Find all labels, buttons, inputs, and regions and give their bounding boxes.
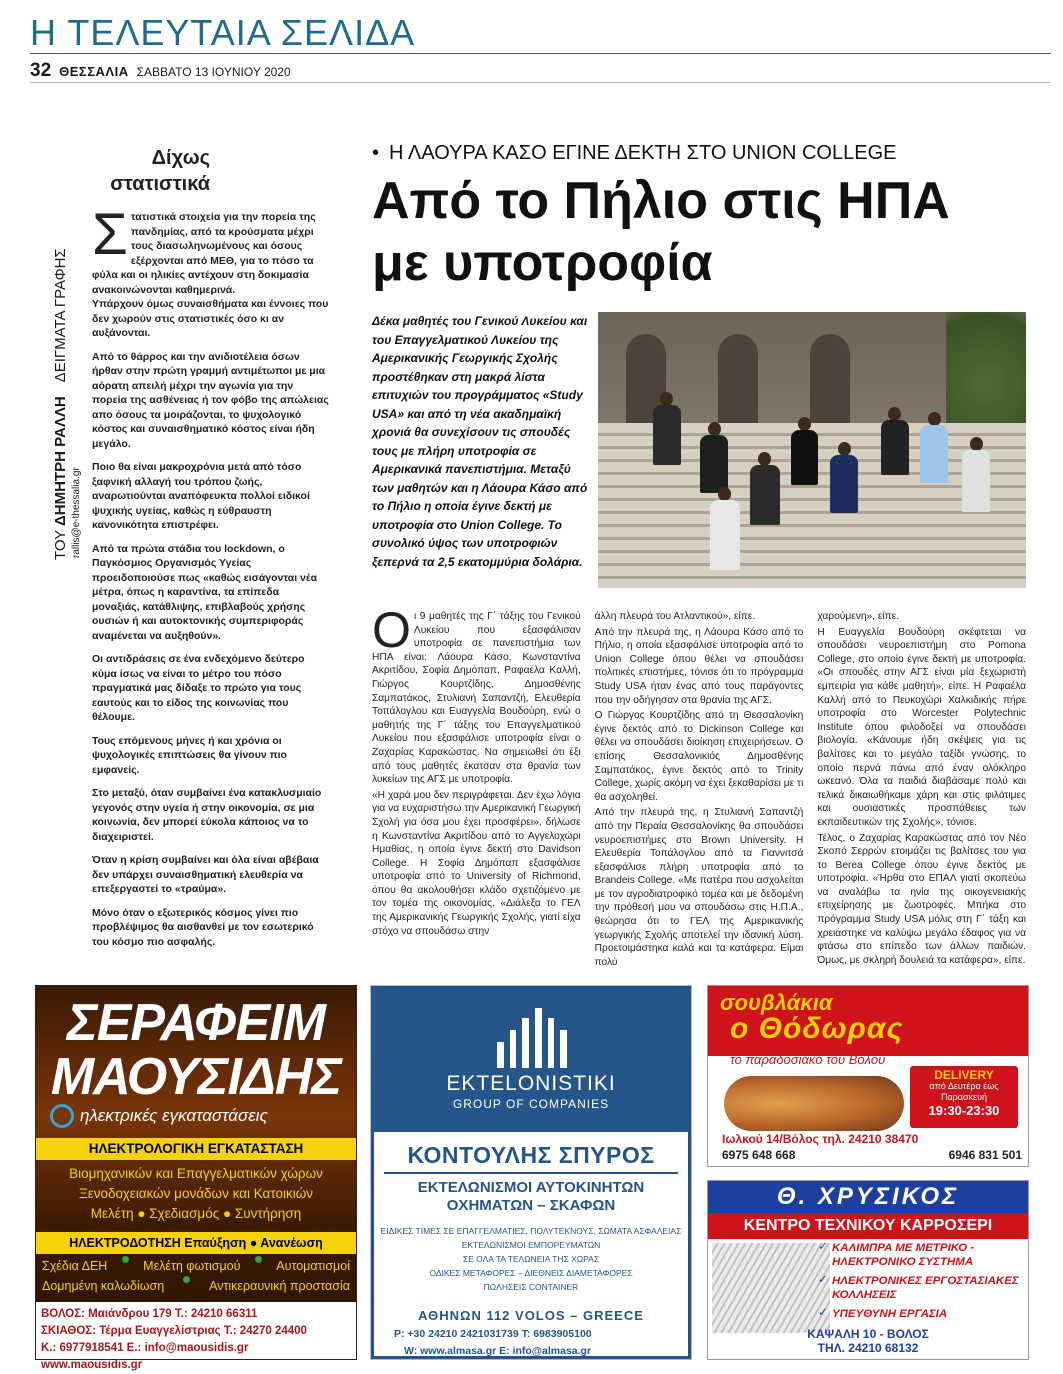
delivery-box	[910, 1066, 1018, 1128]
check-item: ✓ ΥΠΕΥΘΥΝΗ ΕΡΓΑΣΙΑ	[818, 1307, 1022, 1321]
ad-line: Σχέδια ΔΕΗ	[42, 1259, 108, 1273]
page-number: 32	[30, 60, 52, 81]
ad-line: ΟΔΙΚΕΣ ΜΕΤΑΦΟΡΕΣ – ΔΙΕΘΝΕΙΣ ΔΙΑΜΕΤΑΦΟΡΕΣ	[429, 1268, 633, 1278]
body-paragraph: «Η χαρά μου δεν περιγράφεται. Δεν έχω λόγια για να ευχαριστήσω την Αμερικανική Γεωργική Σχολή για όσα μου έχει προσφέρει», δήλωσε η Κωνσταντίνα Ακριτίδου από το Αγγελοχώρι Ημαθίας, η οποία έγινε δεκτή στο Davidson College. Η Σοφία Δημόπαπ εξασφάλισε υποτροφία από το University of Richmond, όπου θα ακολουθήσει κλάδο σχετιζόμενο με τον τομέα της οικονομίας. «Διάλεξα το ΓΕΛ της Αμερικανικής Γεωργικής Σχολής, γιατί είχα στόχο να σπουδάσω στην	[372, 789, 581, 937]
bullet-icon	[255, 1256, 262, 1263]
column-paragraph: Όταν η κρίση συμβαίνει και όλα είναι αβέβαια δεν υπάρχει συναισθηματική ελευθερία να επεξεργαστεί το «τραύμα».	[92, 854, 319, 895]
author-email[interactable]: rallis@e-thessalia.gr	[71, 467, 82, 558]
ad-tagline: το παραδοσιακό του Βόλου	[730, 1052, 886, 1067]
ad-subtitle: GROUP OF COMPANIES	[452, 1097, 610, 1111]
body-paragraph: Από την πλευρά της, η Λάουρα Κάσο από το Πήλιο, η οποία εξασφάλισε υποτροφία από το Union College όπου θέλει να σπουδάσει πολιτικές επιστήμες, τόνισε ότι το πρόγραμμα Study USA ήταν ένας από τους παράγοντες που την οδήγησαν στα θρανία της ΑΓΣ.	[594, 626, 804, 706]
body-paragraph: Ο Γιώργος Κουρτζίδης από τη Θεσσαλονίκη έγινε δεκτός από το Dickinson College και θέλει να σπουδάσει διοίκηση επιχειρήσεων. Ο επίσης Θεσσαλονικιός Δημοσθένης Σαμπατάκος, έγινε δεκτός από το Trinity College, χωρίς ακόμη να έχει ξεκαθαρίσει με τι θα ασχοληθεί.	[594, 710, 804, 803]
phone-number: ΤΗΛ. 24210 68132	[817, 1341, 919, 1355]
check-item: ✓ ΚΑΛΙΜΠΡΑ ΜΕ ΜΕΤΡΙΚΟ - ΗΛΕΚΤΡΟΝΙΚΟ ΣΥΣΤΗΜΑ	[818, 1241, 1022, 1269]
body-paragraph: Η Ευαγγελία Βουδούρη σκέφτεται να σπουδάσει νευροεπιστήμη στο Pomona College, στο οποίο έγινε δεκτή με υποτροφία. «Οι σπουδές στην ΑΓΣ είναι μία ξεχωριστή εμπειρία για κάθε μαθητή», είπε. Η Ραφαέλα Καλλή από το Πευκοχώρι Χαλκιδικής πήρε υποτροφία στο Worcester Polytechnic Institute όπου φιλοδοξεί να σπουδάσει βιολογία. «Κάνουμε ήδη σκέψεις για τις βαλίτσες και το μεγάλο ταξίδι γνώσης, το οποίο περνά πάνω από έναν ολόκληρο ωκεανό. Όλα τα παιδιά διαβάσαμε πολύ και τελικά δικαιωθήκαμε χάρη και στις φιλότιμες και ουσιαστικές προσπάθειες των εκπαιδευτικών της Σχολής», τόνισε.	[817, 626, 1027, 828]
ad-phones	[722, 1148, 1022, 1162]
issue-date: ΣΑΒΒΑΤΟ 13 ΙΟΥΝΙΟΥ 2020	[136, 65, 291, 79]
byline-prefix: ΤΟΥ	[52, 530, 69, 560]
column-paragraph: Οι αντιδράσεις σε ένα ενδεχόμενο δεύτερο κύμα ίσως να είναι το μέτρο του πόσο πραγματικά μας δίδαξε το πρώτο για τους εαυτούς και το είδος της κοινωνίας που θέλουμε.	[92, 653, 305, 723]
ad-services	[818, 1241, 1022, 1326]
body-paragraph: άλλη πλευρά του Ατλαντικού», είπε.	[594, 611, 756, 622]
ad-line: ΠΩΛΗΣΕΙΣ CONTAINER	[483, 1282, 579, 1292]
paper-name: ΘΕΣΣΑΛΙΑ	[59, 64, 129, 79]
column-paragraph: τατιστικά στοιχεία για την πορεία της πανδημίας, από τα κρούσματα μέχρι τους διασωληνωμένους και όσους εξέρχονται από ΜΕΘ, για το πόσο τα φύλα και οι ηλικίες αντέχουν στη δοκιμασία ανακοινώνονται καθημερινά. Υπάρχουν όμως συναισθήματα και έννοιες που δεν χωρούν στις στατιστικές όσο κι αν αυξάνονται.	[92, 211, 329, 339]
ad-service-grid	[42, 1256, 350, 1296]
headline-line: Από το Πήλιο στις ΗΠΑ	[372, 172, 950, 230]
ad-brand-name: ΜΑΟΥΣΙΔΗΣ	[50, 1048, 342, 1106]
body-paragraph: Από την πλευρά της, η Στυλιανή Σαπαντζή από την Περαία Θεσσαλονίκης θα σπουδάσει νευροεπιστήμες στο Brown University. Η Ελευθερία Τοπάλογλου από τα Γιαννιτσά εξασφάλισε πλήρη υποτροφία από το Brandeis College. «Με πατέρα που ασχολείται με τον αγροδιατροφικό τομέα και με δεδομένη την πρόθεσή μου να σπουδάσω στις Η.Π.Α., θεώρησα ότι το ΓΕΛ της Αμερικανικής γεωργικής Σχολής αποτελεί την ιδανική λύση. Προετοιμάστηκα καλά και τα κατάφερα. Είμαι πολύ	[594, 807, 804, 968]
logo-ring-icon	[50, 1104, 74, 1128]
ad-line: Ξενοδοχειακών μονάδων και Κατοικιών	[78, 1186, 314, 1201]
article-lede: Δέκα μαθητές του Γενικού Λυκείου και του Επαγγελματικού Λυκείου της Αμερικανικής Γεωργικής Σχολής προστέθηκαν στη μακρά λίστα επιτυχιών του προγράμματος «Study USA» και από τη νέα ακαδημαϊκή χρονιά θα συνεχίσουν τις σπουδές τους με πλήρη υποτροφία σε Αμερικανικά πανεπιστήμια. Μεταξύ των μαθητών και η Λάουρα Κάσο από το Πήλιο η οποία έγινε δεκτή με υποτροφία στο Union College. Το συνολικό ύψος των υποτροφιών ξεπερνά τα 2,5 εκατομμύρια δολάρια.	[372, 314, 588, 569]
ad-brand-name: EKTELONISTIKI	[446, 1072, 616, 1095]
ad-line: ΕΙΔΙΚΕΣ ΤΙΜΕΣ ΣΕ ΕΠΑΓΓΕΛΜΑΤΙΕΣ, ΠΟΛΥΤΕΚΝΟΥΣ, ΣΩΜΑΤΑ ΑΣΦΑΛΕΙΑΣ	[380, 1226, 682, 1236]
divider	[30, 82, 1051, 83]
drop-cap: Σ	[92, 202, 128, 267]
ad-address: ΑΘΗΝΩΝ 112 VOLOS – GREECE	[418, 1308, 644, 1323]
bullet-icon: •	[372, 142, 380, 164]
ad-owner: ΚΟΝΤΟΥΛΗΣ ΣΠΥΡΟΣ	[407, 1142, 655, 1168]
phone-number: 6946 831 501	[948, 1148, 1022, 1162]
ad-address	[708, 1327, 1028, 1355]
car-image	[712, 1243, 830, 1333]
delivery-label: DELIVERY	[934, 1068, 994, 1082]
ad-line: Δομημένη καλωδίωση	[42, 1279, 165, 1293]
opinion-column	[92, 202, 329, 958]
ad-line: Αυτοματισμοί	[276, 1259, 350, 1273]
ad-brand-name: ΣΕΡΑΦΕΙΜ	[67, 994, 325, 1052]
divider	[384, 1172, 678, 1174]
food-image	[724, 1076, 904, 1131]
ad-header	[708, 986, 1028, 1056]
delivery-hours: 19:30-23:30	[928, 1103, 1000, 1118]
body-paragraph: χαρούμενη», είπε.	[817, 611, 900, 622]
column-series: ΔΕΙΓΜΑΤΑ ΓΡΑΦΗΣ	[52, 248, 69, 383]
ad-contact-line: ΒΟΛΟΣ: Μαιάνδρου 179 Τ.: 24210 66311	[41, 1308, 258, 1320]
byline-author: ΔΗΜΗΤΡΗ ΡΑΛΛΗ	[52, 396, 69, 527]
ad-services	[374, 1179, 688, 1215]
article-kicker	[372, 142, 896, 165]
ad-contact-line[interactable]: Κ.: 6977918541 E.: info@maousidis.gr www.maousidis.gr	[41, 1342, 249, 1371]
ad-web[interactable]: W: www.almasa.gr E: info@almasa.gr	[404, 1345, 592, 1357]
ad-line: Μελέτη φωτισμού	[143, 1259, 241, 1273]
header-rule	[30, 53, 1051, 54]
ad-line: ΣΕ ΟΛΑ ΤΑ ΤΕΛΩΝΕΙΑ ΤΗΣ ΧΩΡΑΣ	[462, 1254, 600, 1264]
article-headline	[372, 170, 1022, 294]
body-column	[817, 610, 1026, 971]
section-title: Η ΤΕΛΕΥΤΑΙΑ ΣΕΛΙΔΑ	[30, 12, 416, 53]
ad-ektelonistiki[interactable]	[370, 985, 692, 1360]
ad-details	[374, 1224, 688, 1294]
column-paragraph: Ποιο θα είναι μακροχρόνια μετά από τόσο ξαφνική αλλαγή του τρόπου ζωής, αναρωτιούνται αναπόφευκτα πολλοί ειδικοί ψυχικής υγείας, καθώς η εύθραυστη κανονικότητα επιστρέφει.	[92, 461, 310, 531]
delivery-days: από Δευτέρα έως Παρασκευή	[929, 1081, 999, 1102]
column-paragraph: Τους επόμενους μήνες ή και χρόνια οι ψυχολογικές επιπτώσεις θα γίνουν πιο εμφανείς.	[92, 734, 287, 776]
column-paragraph: Από τα πρώτα στάδια του lockdown, ο Παγκόσμιος Οργανισμός Υγείας προειδοποιούσε πως «καθώς εισάγονται νέα μέτρα, όπως η καραντίνα, τα επίπεδα μοναξιάς, κατάθλιψης, επιβλαβούς χρήσης ουσιών ή και αυτοκτονικής συμπεριφοράς αναμένεται να αυξηθούν».	[92, 542, 318, 642]
ad-brand-name: Θ. ΧΡΥΣΙΚΟΣ	[708, 1181, 1028, 1213]
ad-band: ΗΛΕΚΤΡΟΛΟΓΙΚΗ ΕΓΚΑΤΑΣΤΑΣΗ	[36, 1138, 356, 1160]
ad-brand-name: σουβλάκια	[720, 990, 833, 1015]
bullet-icon	[183, 1276, 190, 1283]
article-body	[372, 602, 1027, 971]
bullet-icon	[122, 1256, 129, 1263]
ad-line: Μελέτη ● Σχεδιασμός ● Συντήρηση	[90, 1206, 302, 1221]
address-line: ΚΑΨΑΛΗ 10 - ΒΟΛΟΣ	[807, 1327, 929, 1341]
ad-line: ΕΚΤΕΛΩΝΙΣΜΟΙ ΑΥΤΟΚΙΝΗΤΩΝ	[417, 1179, 645, 1196]
ad-line: Βιομηχανικών και Επαγγελματικών χώρων	[69, 1166, 323, 1181]
phone-number: 6975 648 668	[722, 1148, 796, 1162]
ad-services	[36, 1164, 356, 1224]
ad-brand-name: ο Θόδωρας	[730, 1012, 904, 1045]
ad-serafeim-maousidis[interactable]	[35, 985, 357, 1371]
body-paragraph: ι 9 μαθητές της Γ΄ τάξης του Γενικού Λυκείου που εξασφάλισαν υποτροφία σε πανεπιστήμια των ΗΠΑ είναι: Λάουρα Κάσο, Κωνσταντίνα Ακριτίδου, Σοφία Δημόπαπ, Ραφαέλα Καλλή, Γιώργος Κουρτζίδης, Δημοσθένης Σαμπατάκος, Στυλιανή Σαπαντζή, Ελευθερία Τοπάλογλου και Ευαγγελία Βουδούρη, ενώ ο μαθητής της Γ΄ τάξης του Επαγγελματικού Λυκείου που εξασφάλισε υποτροφία είναι ο Ζαχαρίας Καρακώστας. Να σημειωθεί ότι έξι από τους μαθητές έκατσαν στα θρανία των λυκείων της ΑΓΣ με υποτροφία.	[372, 611, 581, 786]
ad-phone: P: +30 24210 2421031739 T: 6983905100	[394, 1328, 592, 1340]
ad-band: ΚΕΝΤΡΟ ΤΕΧΝΙΚΟΥ ΚΑΡΡΟΣΕΡΙ	[708, 1213, 1028, 1239]
body-paragraph: Τέλος, ο Ζαχαρίας Καρακώστας από τον Νέο Σκοπό Σερρών ετοιμάζει τις βαλίτσες του για το Berea College όπου έγινε δεκτός με υποτροφία. «Ήρθα στο ΕΠΑΛ γιατί σκοπεύω να αναλάβω τα ηνία της οικογενειακής επιχείρησης με ζωοτροφές. Μπήκα στο πρόγραμμα Study USA μόλις στη Γ΄ τάξη και χρειάστηκε να καλύψω μεγάλο έδαφος για να φτάσω στο επίπεδο των άλλων παιδιών. Όμως, με σκληρή δουλειά τα κατάφερα», είπε.	[817, 832, 1027, 966]
ad-xrysikos[interactable]	[707, 1180, 1029, 1360]
check-item: ✓ ΗΛΕΚΤΡΟΝΙΚΕΣ ΕΡΓΟΣΤΑΣΙΑΚΕΣ ΚΟΛΛΗΣΕΙΣ	[818, 1274, 1022, 1302]
ad-line: Αντικεραυνική προστασία	[209, 1279, 350, 1293]
headline-line: με υποτροφία	[372, 234, 713, 292]
ad-contact-line: ΣΚΙΑΘΟΣ: Τέρμα Ευαγγελίστριας Τ.: 24270 24400	[41, 1325, 307, 1337]
column-byline	[46, 215, 88, 560]
column-title: Δίχως στατιστικά	[110, 147, 210, 195]
column-paragraph: Μόνο όταν ο εξωτερικός κόσμος γίνει πιο προβλέψιμος θα αισθανθεί με τον εσωτερικό του κόσμο πιο ασφαλής.	[92, 906, 314, 948]
ad-line: ΟΧΗΜΑΤΩΝ – ΣΚΑΦΩΝ	[446, 1197, 616, 1214]
ad-line: ΕΚΤΕΛΩΝΙΣΜΟΙ ΕΜΠΟΡΕΥΜΑΤΩΝ	[461, 1240, 601, 1250]
building-logo-icon	[497, 1008, 567, 1068]
ad-contact	[36, 1302, 356, 1371]
ad-souvlakia-thodoras[interactable]	[707, 985, 1029, 1167]
column-paragraph: Από το θάρρος και την ανιδιοτέλεια όσων ήρθαν στην πρώτη γραμμή αντιμέτωποι με μια αόρατη απειλή μέχρι την αγωνία για την πορεία της ασθένειας ή τον φόβο της απώλειας απο όσους τα μοιράζονται, το ψυχολογικό κόστος και συναισθηματικό κόστος είναι ήδη μεγάλο.	[92, 350, 329, 450]
ad-header	[371, 986, 691, 1132]
ad-band: ΗΛΕΚΤΡΟΔΟΤΗΣΗ Επαύξηση ● Ανανέωση	[36, 1232, 356, 1254]
ad-body	[371, 1132, 691, 1359]
body-column	[372, 602, 581, 971]
kicker-text: Η ΛΑΟΥΡΑ ΚΑΣΟ ΕΓΙΝΕ ΔΕΚΤΗ ΣΤΟ UNION COLLEGE	[389, 142, 897, 164]
column-paragraph: Στο μεταξύ, όταν συμβαίνει ένα κατακλυσμιαίο γεγονός στην υγεία ή στην οικονομία, σε μια κοινωνία, δεν μπορεί εύκολα κάποιος να το διαχειριστεί.	[92, 787, 322, 843]
folio	[30, 60, 291, 82]
drop-cap: Ο	[372, 602, 411, 658]
ad-subtitle: ηλεκτρικές εγκαταστάσεις	[80, 1106, 268, 1125]
body-column	[595, 610, 804, 971]
ad-address: Ιωλκού 14/Βόλος τηλ. 24210 38470	[722, 1132, 919, 1146]
students-photo	[598, 312, 1026, 588]
